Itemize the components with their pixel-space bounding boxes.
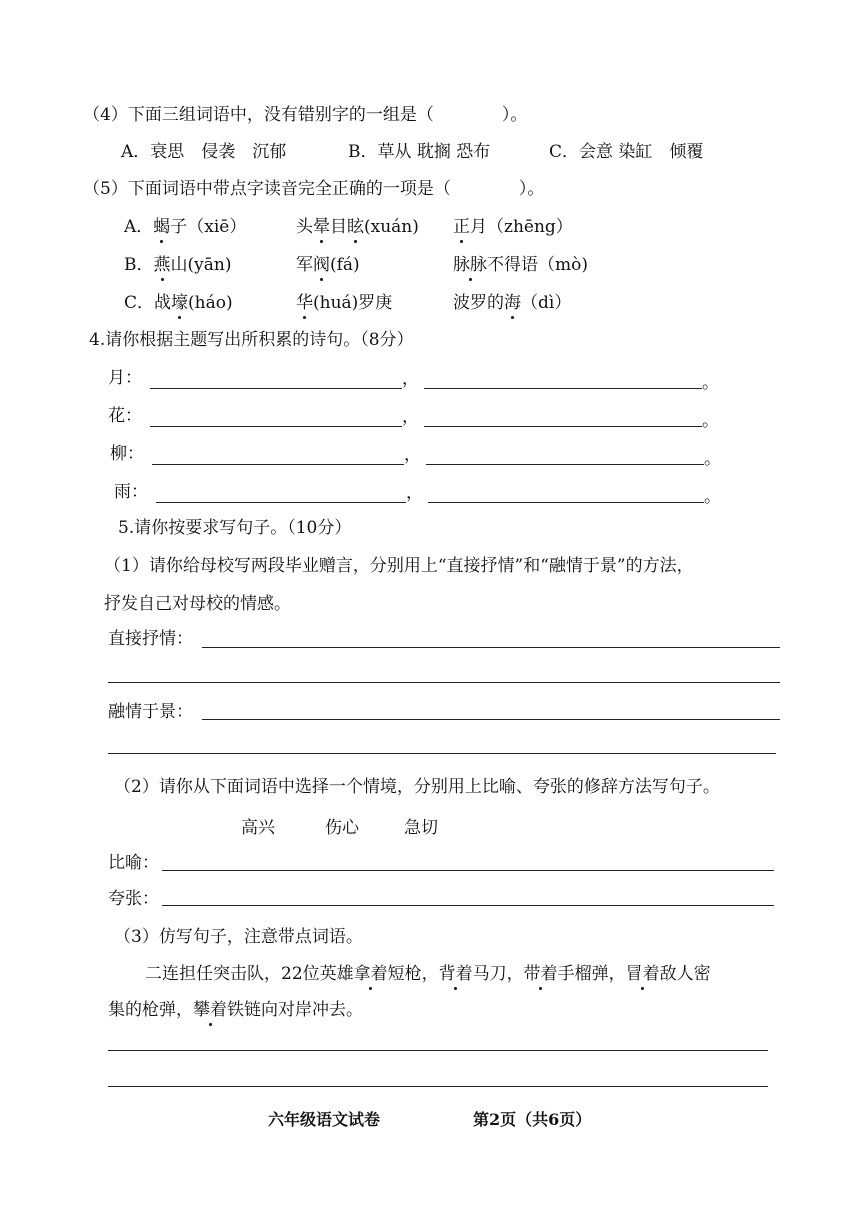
dotted-word: 冒着: [625, 964, 660, 984]
answer-line[interactable]: [108, 1086, 768, 1087]
q4-option-a: A．衰思 侵袭 沉郁: [121, 142, 287, 162]
exaggeration-label: 夸张：: [108, 889, 159, 909]
answer-line[interactable]: [202, 719, 780, 720]
q5-stem: （5）下面词语中带点字读音完全正确的一项是（ ）。: [83, 179, 545, 199]
model-sentence-line2: 集的枪弹，攀着铁链向对岸冲去。: [108, 1000, 363, 1020]
poem-row-label: 雨：: [114, 482, 148, 502]
option-c-label: C．: [124, 293, 155, 313]
dotted-word: 拿着: [353, 964, 388, 984]
poem-row-label: 月：: [108, 368, 142, 388]
footer-exam-title: 六年级语文试卷: [268, 1110, 381, 1129]
q5-part2: （2）请你从下面词语中选择一个情境，分别用上比喻、夸张的修辞方法写句子。: [114, 777, 720, 797]
dotted-char: 燕: [153, 255, 171, 275]
q5-option-b-word3: 脉脉不得语（mò): [453, 255, 588, 275]
poem-row-label: 花：: [108, 406, 142, 426]
answer-line[interactable]: [108, 1050, 768, 1051]
answer-line[interactable]: [108, 682, 780, 683]
answer-line[interactable]: [150, 388, 402, 389]
q5-part1-line1: （1）请你给母校写两段毕业赠言，分别用上“直接抒情”和“融情于景”的方法，: [104, 556, 694, 576]
period: 。: [702, 373, 719, 393]
dotted-char: 眩: [347, 217, 364, 237]
q5-option-c: C．战壕(háo): [124, 293, 233, 313]
q5-option-b: B．燕山(yān): [124, 255, 232, 275]
q5-option-c-word3: 波罗的海（dì）: [453, 293, 572, 313]
period: 。: [704, 449, 721, 469]
dotted-char: 晕: [313, 217, 330, 237]
dotted-word: 背着: [438, 964, 473, 984]
q4-option-c: C．会意 染缸 倾覆: [549, 142, 704, 162]
dotted-char: 蝎: [153, 217, 171, 237]
q5-part1-line2: 抒发自己对母校的情感。: [104, 594, 291, 614]
scene-emotion-label: 融情于景：: [108, 702, 193, 722]
option-b-label: B．: [124, 255, 154, 275]
answer-line[interactable]: [152, 464, 404, 465]
dotted-char: 正: [453, 217, 470, 237]
comma: ，: [404, 445, 421, 465]
word-option: 伤心: [325, 818, 359, 838]
answer-line[interactable]: [108, 753, 776, 754]
dotted-char: 海: [504, 293, 521, 313]
answer-line[interactable]: [426, 464, 704, 465]
word-option: 急切: [404, 818, 438, 838]
answer-line[interactable]: [156, 502, 406, 503]
period: 。: [702, 411, 719, 431]
answer-line[interactable]: [428, 502, 704, 503]
q5-option-b-word2: 军阀(fá): [296, 255, 360, 275]
period: 。: [704, 487, 721, 507]
answer-line[interactable]: [162, 870, 774, 871]
q5-option-a: A．蝎子（xiē）: [124, 217, 247, 237]
q5-option-a-word2: 头晕目眩(xuán): [296, 217, 419, 237]
direct-emotion-label: 直接抒情：: [108, 629, 193, 649]
word-option: 高兴: [241, 818, 275, 838]
dotted-char: 阀: [313, 255, 330, 275]
q4-option-b: B．草从 耽搁 恐布: [348, 142, 491, 162]
answer-line[interactable]: [424, 426, 702, 427]
comma: ，: [402, 369, 419, 389]
q5-part3: （3）仿写句子，注意带点词语。: [114, 927, 363, 947]
q5-option-c-word2: 华(huá)罗庚: [296, 293, 393, 313]
answer-line[interactable]: [150, 426, 402, 427]
q5-option-a-word3: 正月（zhēng）: [453, 217, 573, 237]
dotted-chars: 脉脉: [453, 255, 487, 275]
q5-title: 5.请你按要求写句子。（10分）: [118, 518, 352, 538]
q4-title: 4.请你根据主题写出所积累的诗句。（8分）: [89, 330, 414, 350]
dotted-char: 华: [296, 293, 313, 313]
comma: ，: [402, 407, 419, 427]
footer-page-number: 第2页（共6页）: [473, 1110, 592, 1129]
answer-line[interactable]: [202, 647, 780, 648]
model-sentence-line1: 二连担任突击队，22位英雄拿着短枪，背着马刀，带着手榴弹，冒着敌人密: [145, 964, 711, 984]
q4-stem: （4）下面三组词语中，没有错别字的一组是（ ）。: [83, 105, 528, 125]
dotted-word: 带着: [523, 964, 558, 984]
answer-line[interactable]: [424, 388, 702, 389]
poem-row-label: 柳：: [110, 444, 144, 464]
option-a-label: A．: [124, 217, 154, 237]
metaphor-label: 比喻：: [108, 853, 159, 873]
dotted-char: 壕: [171, 293, 189, 313]
comma: ，: [406, 483, 423, 503]
answer-line[interactable]: [162, 905, 774, 906]
dotted-word: 攀着: [193, 1000, 227, 1020]
